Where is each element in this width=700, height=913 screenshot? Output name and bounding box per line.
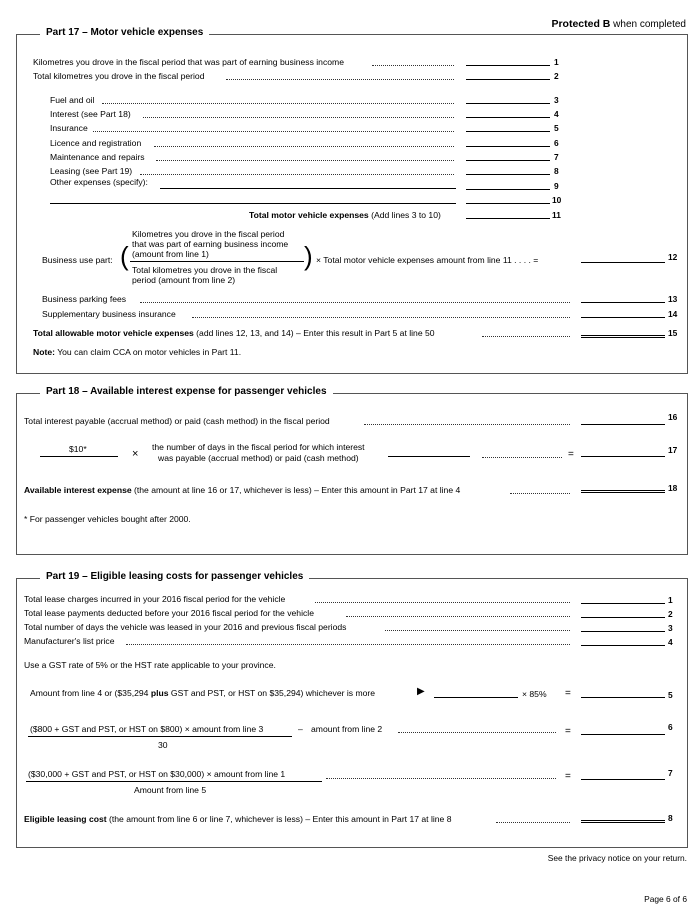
left-paren: ( — [120, 241, 129, 271]
p17-line15-field[interactable] — [581, 335, 665, 338]
p17-business-use-label: Business use part: — [42, 255, 113, 265]
part17-title: Part 17 – Motor vehicle expenses — [40, 27, 209, 38]
p18-line16-label: Total interest payable (accrual method) or paid (cash method) in the fiscal period — [24, 416, 330, 426]
p17-line10-field[interactable] — [466, 203, 550, 204]
p17-line14-label: Supplementary business insurance — [42, 309, 176, 319]
part17-box — [16, 34, 688, 374]
p17-line11-label: Total motor vehicle expenses (Add lines 3 to 10) — [249, 210, 441, 220]
p18-ten-line — [40, 456, 118, 457]
p17-line4-label: Interest (see Part 18) — [50, 109, 131, 119]
p17-line2-field[interactable] — [466, 79, 550, 80]
p18-ten-dollars: $10* — [69, 444, 87, 454]
p18-line16-field[interactable] — [581, 424, 665, 425]
p17-line6-label: Licence and registration — [50, 138, 142, 148]
part18-title: Part 18 – Available interest expense for passenger vehicles — [40, 386, 333, 397]
p18-line18-field[interactable] — [581, 490, 665, 493]
p17-line13-label: Business parking fees — [42, 294, 127, 304]
p19-line3-label: Total number of days the vehicle was leased in your 2016 and previous fiscal periods — [24, 622, 347, 632]
p18-line17-field[interactable] — [581, 456, 665, 457]
p19-line6-den: 30 — [158, 740, 168, 750]
p17-line12-field[interactable] — [581, 262, 665, 263]
p18-footnote: * For passenger vehicles bought after 2000. — [24, 514, 191, 524]
p19-line5-field[interactable] — [581, 697, 665, 698]
frac-bar — [130, 261, 304, 262]
p18-line18-label: Available interest expense (the amount at line 16 or 17, whichever is less) – Enter this amount in Part 17 at line 4 — [24, 485, 461, 495]
p17-line11-field[interactable] — [466, 218, 550, 219]
p17-line13-field[interactable] — [581, 302, 665, 303]
p18-days-l1: the number of days in the fiscal period for which interest — [152, 442, 365, 452]
p19-line7-bar — [26, 781, 322, 782]
p17-line9-field[interactable] — [466, 189, 550, 190]
p19-line6-bar — [28, 736, 292, 737]
arrow-icon: ▶ — [417, 686, 425, 697]
p18-days-field[interactable] — [388, 456, 470, 457]
p19-line6-minus: – — [298, 724, 303, 734]
p19-line8-field[interactable] — [581, 820, 665, 823]
p19-line6-rest: amount from line 2 — [311, 724, 383, 734]
p19-line7-den: Amount from line 5 — [134, 785, 207, 795]
p19-line5-eq: = — [565, 688, 571, 699]
p18-eq: = — [568, 449, 574, 460]
page-number: Page 6 of 6 — [644, 894, 687, 904]
p17-line3-field[interactable] — [466, 103, 550, 104]
p17-times-total: × Total motor vehicle expenses amount from line 11 . . . . = — [316, 255, 539, 265]
p17-line2-label: Total kilometres you drove in the fiscal period — [33, 71, 205, 81]
p17-other-line2[interactable] — [50, 203, 456, 204]
p19-line4-label: Manufacturer's list price — [24, 636, 115, 646]
part19-box — [16, 578, 688, 848]
p19-line7-eq: = — [565, 771, 571, 782]
right-paren: ) — [304, 241, 313, 271]
p19-line1-field[interactable] — [581, 603, 665, 604]
p17-line7-field[interactable] — [466, 160, 550, 161]
p19-pct: × 85% — [522, 689, 547, 699]
p17-line4-field[interactable] — [466, 117, 550, 118]
p17-line1-label: Kilometres you drove in the fiscal period that was part of earning business income — [33, 57, 344, 67]
p18-times: × — [132, 448, 139, 460]
p19-gst-note: Use a GST rate of 5% or the HST rate applicable to your province. — [24, 660, 276, 670]
p17-line1-field[interactable] — [466, 65, 550, 66]
p19-line6-field[interactable] — [581, 734, 665, 735]
p19-line2-label: Total lease payments deducted before your 2016 fiscal period for the vehicle — [24, 608, 314, 618]
frac-den-l2: period (amount from line 2) — [132, 275, 236, 285]
p19-line3-field[interactable] — [581, 631, 665, 632]
p17-line9-label: Other expenses (specify): — [50, 177, 148, 187]
p17-line8-field[interactable] — [466, 174, 550, 175]
p19-line5-amount-field[interactable] — [434, 697, 518, 698]
frac-den-l1: Total kilometres you drove in the fiscal — [132, 265, 278, 275]
p18-days-l2: was payable (accrual method) or paid (cash method) — [158, 453, 359, 463]
p19-line7-num: ($30,000 + GST and PST, or HST on $30,000) × amount from line 1 — [28, 769, 286, 779]
p19-line6-num: ($800 + GST and PST, or HST on $800) × amount from line 3 — [30, 724, 264, 734]
p17-other-specify-field[interactable] — [160, 188, 456, 189]
privacy-notice: See the privacy notice on your return. — [547, 853, 687, 863]
p17-note: Note: You can claim CCA on motor vehicles in Part 11. — [33, 347, 242, 357]
p17-line3-label: Fuel and oil — [50, 95, 95, 105]
p17-line14-field[interactable] — [581, 317, 665, 318]
part19-title: Part 19 – Eligible leasing costs for passenger vehicles — [40, 571, 309, 582]
p19-line1-label: Total lease charges incurred in your 2016 fiscal period for the vehicle — [24, 594, 286, 604]
protected-b-label: Protected B when completed — [551, 18, 686, 30]
frac-num-l2: that was part of earning business income — [132, 239, 289, 249]
p19-line7-field[interactable] — [581, 779, 665, 780]
p19-line2-field[interactable] — [581, 617, 665, 618]
p17-line7-label: Maintenance and repairs — [50, 152, 145, 162]
frac-num-l1: Kilometres you drove in the fiscal period — [132, 229, 285, 239]
p19-line4-field[interactable] — [581, 645, 665, 646]
p17-line6-field[interactable] — [466, 146, 550, 147]
p17-line5-label: Insurance — [50, 123, 88, 133]
p17-line5-field[interactable] — [466, 131, 550, 132]
p17-line8-label: Leasing (see Part 19) — [50, 166, 133, 176]
p19-line6-eq: = — [565, 726, 571, 737]
p17-line15-label: Total allowable motor vehicle expenses (add lines 12, 13, and 14) – Enter this result in Part 5 at line 50 — [33, 328, 435, 338]
p19-line8-label: Eligible leasing cost (the amount from line 6 or line 7, whichever is less) – Enter this amount in Part 17 at line 8 — [24, 814, 452, 824]
frac-num-l3: (amount from line 1) — [132, 249, 209, 259]
p19-line5-label: Amount from line 4 or ($35,294 plus GST and PST, or HST on $35,294) whichever is more — [30, 688, 376, 698]
